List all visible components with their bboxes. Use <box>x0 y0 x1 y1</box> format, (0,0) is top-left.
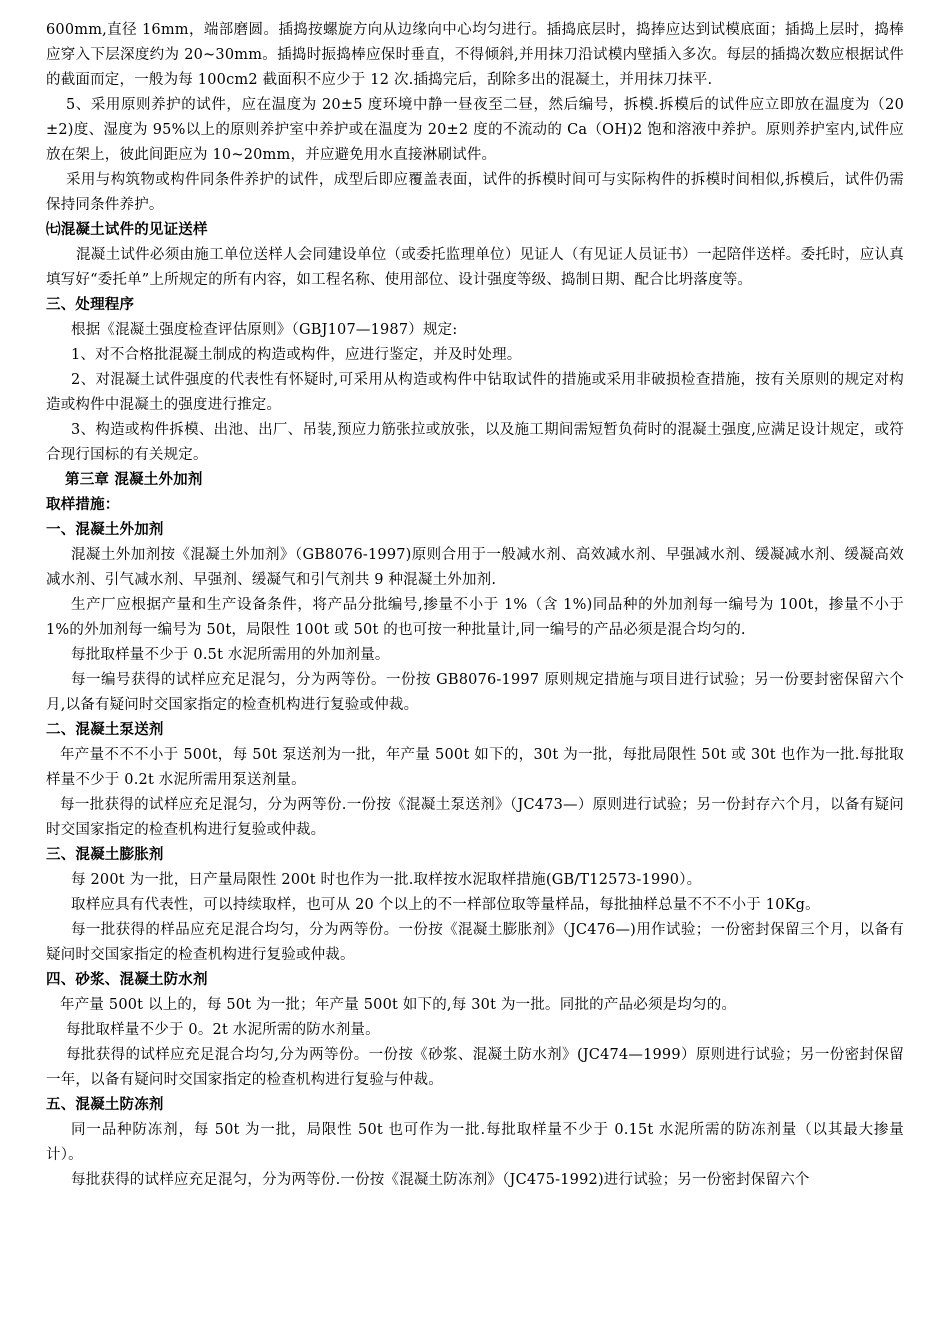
body-paragraph: 同一品种防冻剂，每 50t 为一批，局限性 50t 也可作为一批.每批取样量不少于 0.15t 水泥所需的防冻剂量（以其最大掺量计）。 <box>46 1122 904 1163</box>
section-heading: 四、砂浆、混凝土防水剂 <box>46 972 208 988</box>
section-heading: 三、处理程序 <box>46 297 135 313</box>
section-heading: 第三章 混凝土外加剂 <box>65 472 203 488</box>
body-paragraph: 每批取样量不少于 0。2t 水泥所需的防水剂量。 <box>66 1022 380 1038</box>
section-heading: ㈦混凝土试件的见证送样 <box>46 222 208 238</box>
body-paragraph: 生产厂应根据产量和生产设备条件，将产品分批编号,掺量不小于 1%（含 1%)同品种的外加剂每一编号为 100t，掺量不小于 1%的外加剂每一编号为 50t，局限性 100t 或 50t 的也可按一种批量计,同一编号的产品必须是混合均匀的. <box>46 597 904 638</box>
body-paragraph: 每一批获得的试样应充足混匀，分为两等份.一份按《混凝土泵送剂》（JC473—）原则进行试验；另一份封存六个月，以备有疑问时交国家指定的检查机构进行复验或仲裁。 <box>46 797 904 838</box>
body-paragraph: 2、对混凝土试件强度的代表性有怀疑时,可采用从构造或构件中钻取试件的措施或采用非破损检查措施，按有关原则的规定对构造或构件中混凝土的强度进行推定。 <box>46 372 904 413</box>
body-paragraph: 混凝土外加剂按《混凝土外加剂》（GB8076-1997)原则合用于一般减水剂、高效减水剂、早强减水剂、缓凝减水剂、缓凝高效减水剂、引气减水剂、早强剂、缓凝气和引气剂共 9 种混凝土外加剂. <box>46 547 904 588</box>
section-heading: 五、混凝土防冻剂 <box>46 1097 164 1113</box>
body-paragraph: 600mm,直径 16mm，端部磨圆。插捣按螺旋方向从边缘向中心均匀进行。插捣底层时，捣捧应达到试模底面；插捣上层时，捣棒应穿入下层深度约为 20~30mm。插捣时振捣棒应保时垂直，不得倾斜,并用抹刀沿试模内壁插入多次。每层的插捣次数应根据试件的截面而定，一般为每 100cm2 截面积不应少于 12 次.插捣完后，刮除多出的混凝土，并用抹刀抹平. <box>46 22 904 88</box>
body-paragraph: 年产量 500t 以上的，每 50t 为一批；年产量 500t 如下的,每 30t 为一批。同批的产品必须是均匀的。 <box>60 997 737 1013</box>
body-paragraph: 采用与构筑物或构件同条件养护的试件，成型后即应覆盖表面，试件的拆模时间可与实际构件的拆模时间相似,拆模后，试件仍需保持同条件养护。 <box>46 172 904 213</box>
body-paragraph: 根据《混凝土强度检查评估原则》（GBJ107—1987）规定: <box>71 322 458 338</box>
body-paragraph: 年产量不不不小于 500t，每 50t 泵送剂为一批，年产量 500t 如下的，30t 为一批，每批局限性 50t 或 30t 也作为一批.每批取样量不少于 0.2t 水泥所需用泵送剂量。 <box>46 747 904 788</box>
section-heading: 三、混凝土膨胀剂 <box>46 847 164 863</box>
body-paragraph: 每 200t 为一批，日产量局限性 200t 时也作为一批.取样按水泥取样措施(GB/T12573-1990）。 <box>71 872 702 888</box>
body-paragraph: 每批获得的试样应充足混匀，分为两等份.一份按《混凝土防冻剂》（JC475-1992)进行试验；另一份密封保留六个 <box>71 1172 810 1188</box>
body-paragraph: 3、构造或构件拆模、出池、出厂、吊装,预应力筋张拉或放张，以及施工期间需短暂负荷时的混凝土强度,应满足设计规定，或符合现行国标的有关规定。 <box>46 422 904 463</box>
body-paragraph: 5、采用原则养护的试件，应在温度为 20±5 度环境中静一昼夜至二昼，然后编号，拆模.拆模后的试件应立即放在温度为（20±2)度、湿度为 95%以上的原则养护室中养护或在温度为 20±2 度的不流动的 Ca（OH)2 饱和溶液中养护。原则养护室内,试件应放在架上，彼此间距应为 10~20mm，并应避免用水直接淋刷试件。 <box>46 97 904 163</box>
body-paragraph: 每批获得的试样应充足混合均匀,分为两等份。一份按《砂浆、混凝土防水剂》(JC474—1999）原则进行试验；另一份密封保留一年，以备有疑问时交国家指定的检查机构进行复验与仲裁。 <box>46 1047 904 1088</box>
section-heading: 一、混凝土外加剂 <box>46 522 164 538</box>
body-paragraph: 每批取样量不少于 0.5t 水泥所需用的外加剂量。 <box>71 647 390 663</box>
body-paragraph: 取样应具有代表性，可以持续取样，也可从 20 个以上的不一样部位取等量样品，每批抽样总量不不不小于 10Kg。 <box>71 897 820 913</box>
body-paragraph: 1、对不合格批混凝土制成的构造或构件，应进行鉴定，并及时处理。 <box>71 347 522 363</box>
body-paragraph: 每一编号获得的试样应充足混匀，分为两等份。一份按 GB8076-1997 原则规定措施与项目进行试验；另一份要封密保留六个月,以备有疑问时交国家指定的检查机构进行复验或仲裁。 <box>46 672 904 713</box>
body-paragraph: 混凝土试件必须由施工单位送样人会同建设单位（或委托监理单位）见证人（有见证人员证书）一起陪伴送样。委托时，应认真填写好“委托单”上所规定的所有内容，如工程名称、使用部位、设计强度等级、捣制日期、配合比坍落度等。 <box>46 247 904 288</box>
section-heading: 二、混凝土泵送剂 <box>46 722 164 738</box>
body-paragraph: 每一批获得的样品应充足混合均匀，分为两等份。一份按《混凝土膨胀剂》（JC476—)用作试验；一份密封保留三个月，以备有疑问时交国家指定的检查机构进行复验或仲裁。 <box>46 922 904 963</box>
section-heading: 取样措施： <box>46 497 120 513</box>
